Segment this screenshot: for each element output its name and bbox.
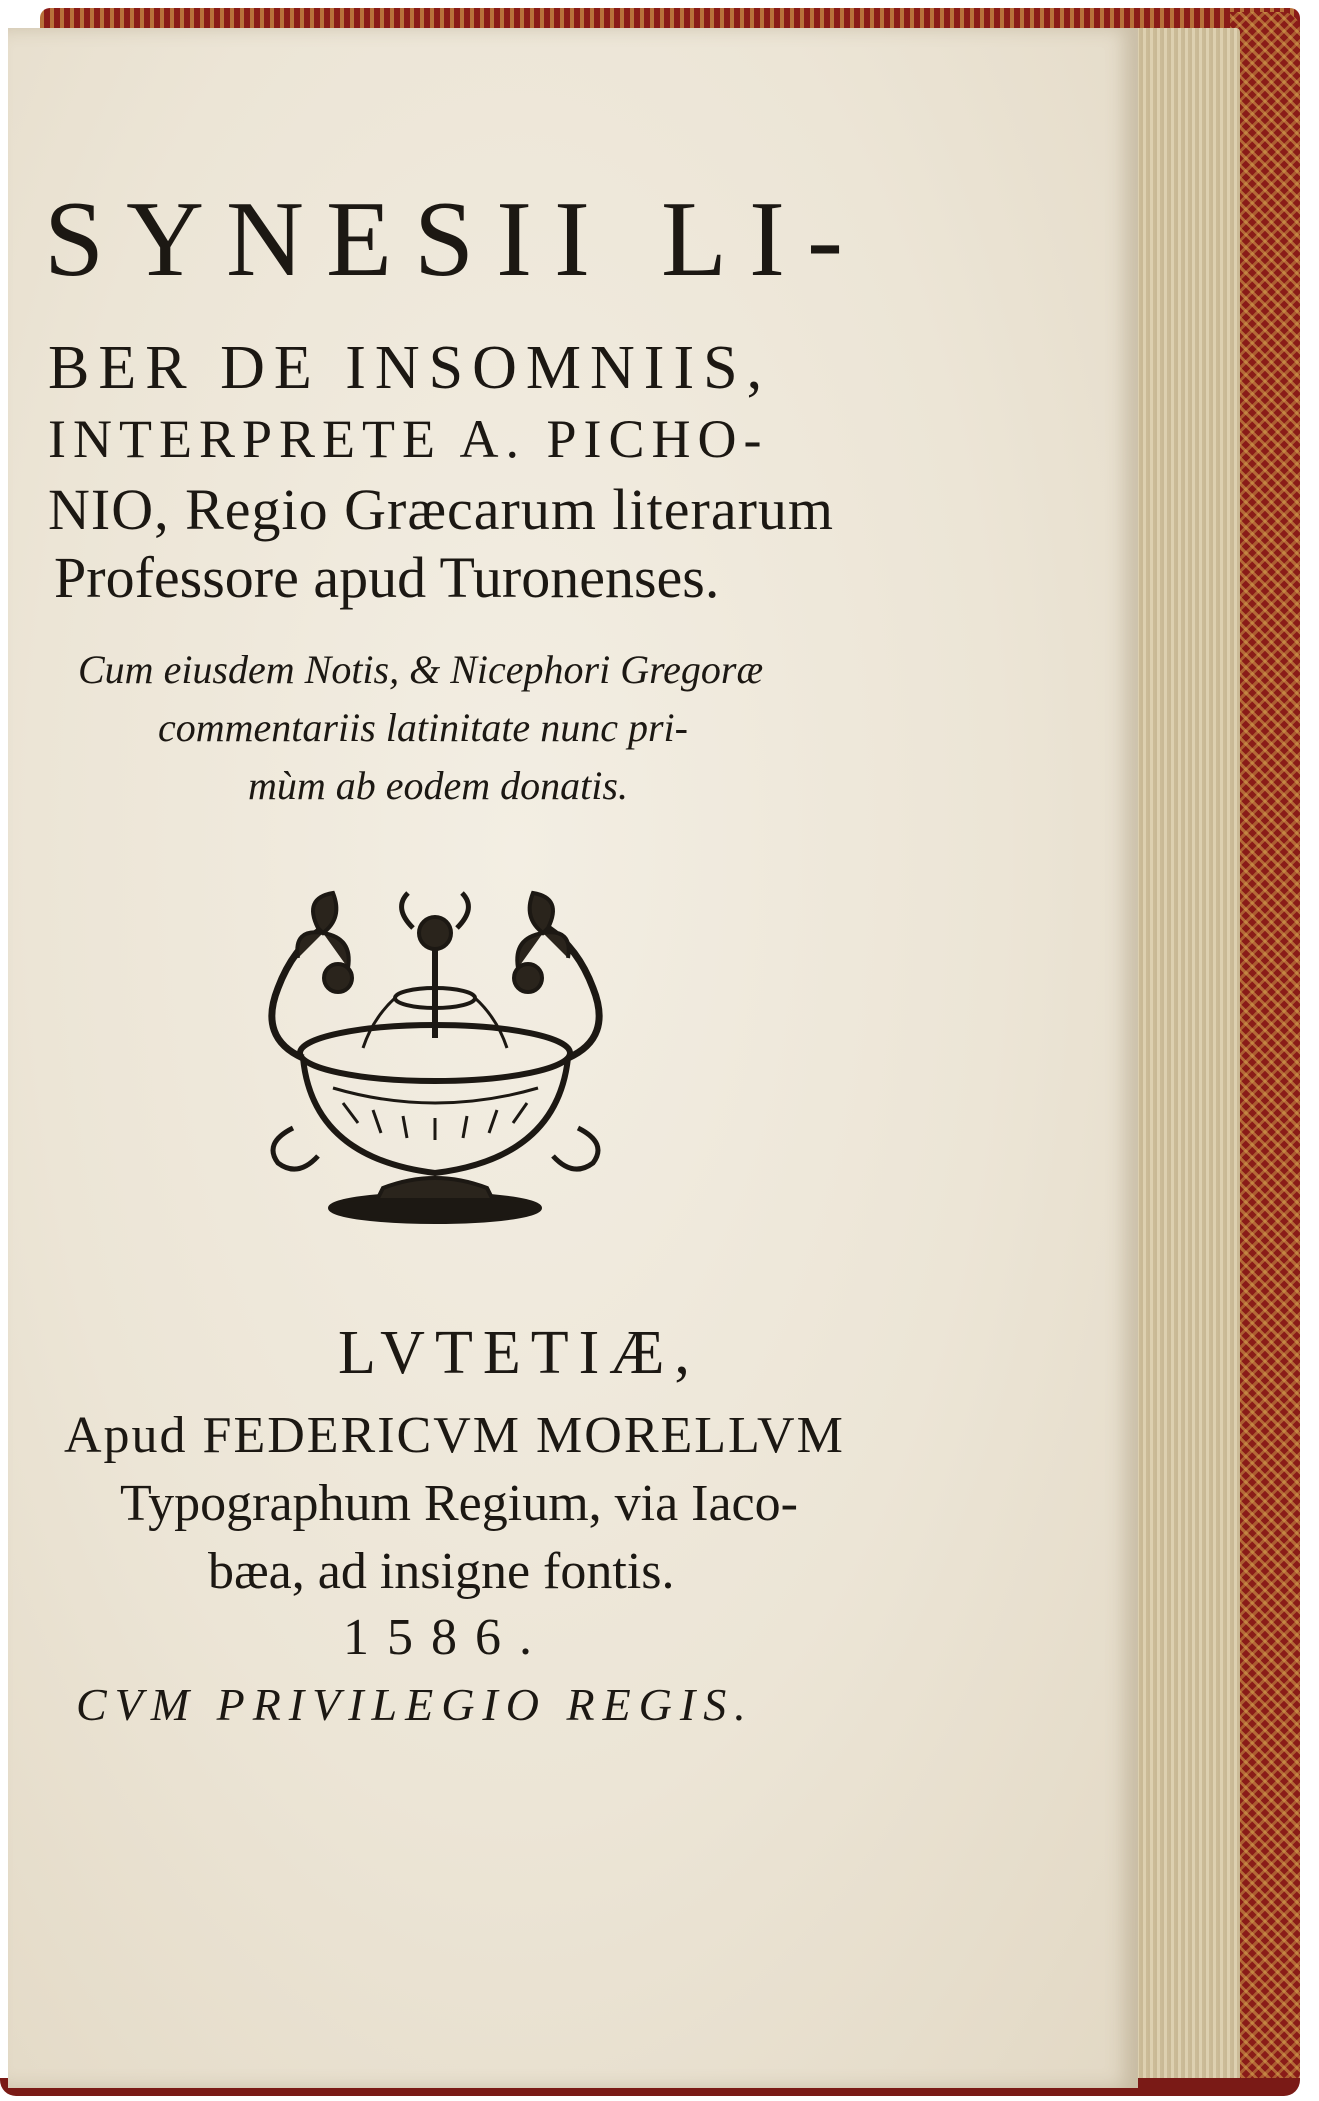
imprint-line-1: Apud FEDERICVM MORELLVM	[64, 1407, 845, 1464]
imprint-place: LVTETIÆ,	[338, 1319, 700, 1387]
imprint-line-2: Typographum Regium, via Iaco-	[120, 1475, 798, 1532]
title-line-2: BER DE INSOMNIIS,	[48, 334, 772, 402]
imprint-year: 1586.	[343, 1609, 550, 1666]
binding-top-edge	[40, 8, 1300, 30]
page-block-edges	[1120, 28, 1240, 2088]
subtitle-line-3: mùm ab eodem donatis.	[248, 763, 628, 808]
subtitle-line-1: Cum eiusdem Notis, & Nicephori Gregoræ	[78, 647, 764, 692]
title-line-5: Professore apud Turonenses.	[54, 545, 720, 610]
title-line-1: SYNESII LI-	[44, 180, 865, 299]
gilt-binding-edge	[1230, 12, 1300, 2092]
title-line-4: NIO, Regio Græcarum literarum	[48, 477, 835, 542]
fountain-vase-ornament-icon	[263, 888, 608, 1228]
title-page	[8, 28, 1138, 2088]
imprint-line-3: bæa, ad insigne fontis.	[208, 1543, 675, 1600]
subtitle-line-2: commentariis latinitate nunc pri-	[158, 705, 688, 750]
title-line-3: INTERPRETE A. PICHO-	[48, 409, 769, 469]
privilege-line: CVM PRIVILEGIO REGIS.	[76, 1679, 754, 1730]
